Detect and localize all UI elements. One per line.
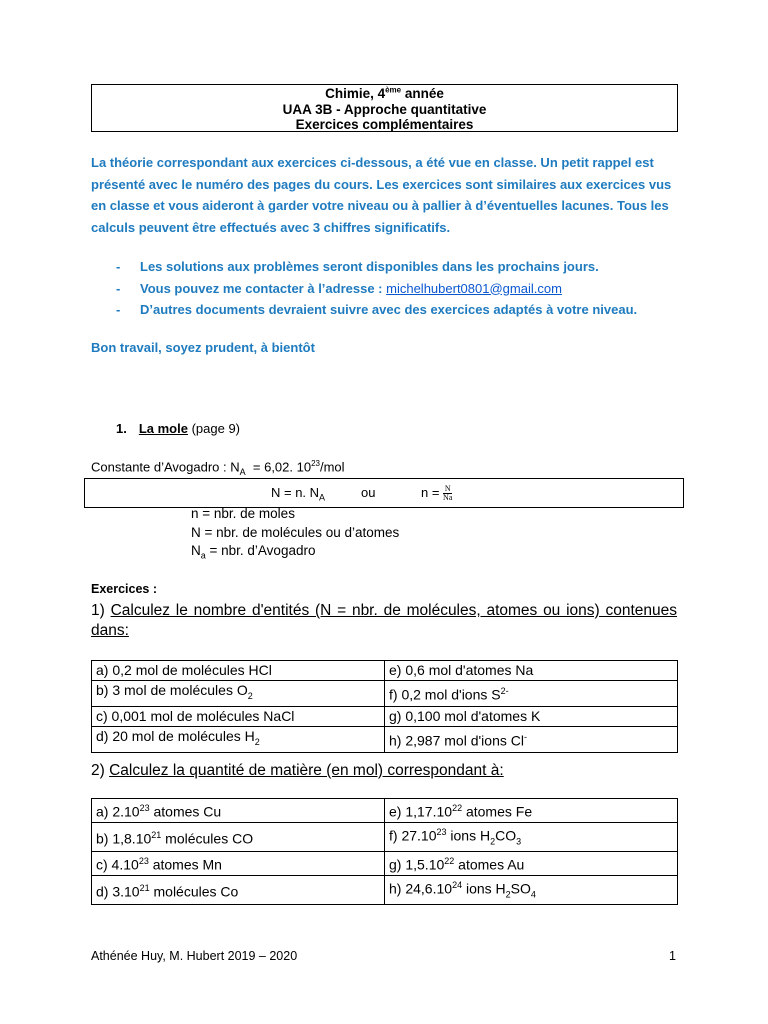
- table-row: [92, 681, 678, 707]
- table-row: [92, 661, 678, 681]
- bullet-dash: -: [116, 302, 121, 317]
- table-cell: a) 2.10$^{23}$ atomes Cu: [92, 799, 385, 823]
- title-line-course: Chimie, 4ème année: [325, 85, 444, 101]
- table-row: [92, 726, 678, 752]
- section-heading: 1. La mole (page 9): [116, 421, 241, 436]
- table-cell: c) 4.10$^{23}$ atomes Mn: [92, 852, 385, 876]
- question-1: 1) Calculez le nombre d'entités (N = nbr. de molécules, atomes ou ions) contenues dans:: [91, 602, 677, 639]
- table-cell: c) 0,001 mol de molécules NaCl: [92, 706, 385, 726]
- table-cell: f) 27.10$^{23}$ ions $H_2CO_3$: [385, 822, 678, 851]
- fraction: $\frac{N}{Na}$: [443, 484, 453, 503]
- table-row: [92, 822, 678, 851]
- bullet-dash: -: [116, 280, 121, 296]
- exercises-label: Exercices :: [91, 582, 158, 596]
- table-row: [92, 799, 678, 823]
- table-cell: g) 1,5.10$^{22}$ atomes Au: [385, 852, 678, 876]
- formula-or: ou: [361, 485, 376, 500]
- bullet-dash: -: [116, 259, 121, 274]
- question-2: 2) Calculez la quantité de matière (en mol) correspondant à:: [91, 762, 504, 779]
- table-cell: g) 0,100 mol d'atomes K: [385, 706, 678, 726]
- table-cell: b) 3 mol de molécules $O_2$: [92, 681, 385, 707]
- closing-line: Bon travail, soyez prudent, à bientôt: [91, 340, 315, 355]
- definition-item: n = nbr. de moles: [191, 506, 295, 521]
- table-cell: f) 0,2 mol d'ions $S^{2-}$: [385, 681, 678, 707]
- formula-main: N = n. $N_A$: [271, 485, 326, 503]
- table-cell: h) 2,987 mol d'ions Cl-: [385, 726, 678, 752]
- exercise-table-2: [91, 798, 678, 905]
- title-line-unit: UAA 3B - Approche quantitative: [282, 101, 487, 117]
- email-link[interactable]: michelhubert0801@gmail.com: [386, 280, 562, 296]
- table-cell: d) 3.10$^{21}$ molécules Co: [92, 875, 385, 904]
- table-cell: b) 1,8.10$^{21}$ molécules CO: [92, 822, 385, 851]
- definition-item: $N_a$ = nbr. d’Avogadro: [191, 543, 316, 561]
- bullet-list: [116, 256, 716, 321]
- intro-paragraph: La théorie correspondant aux exercices ci-dessous, a été vue en classe. Un petit rappel est présenté avec le numéro des pages du cours. Les exercices sont similaires aux exercices vus en classe et vous aideront à garder votre niveau ou à pallier à d’éventuelles lacunes. Tous les calculs peuvent être effectués avec 3 chiffres significatifs.: [91, 155, 672, 235]
- title-box: [91, 84, 678, 132]
- formula-box: [84, 478, 684, 508]
- table-cell: e) 0,6 mol d'atomes Na: [385, 661, 678, 681]
- definitions: [191, 505, 399, 565]
- exercise-table-1: [91, 660, 678, 753]
- table-cell: a) 0,2 mol de molécules HCl: [92, 661, 385, 681]
- bullet-item: - Vous pouvez me contacter à l’adresse : michelhubert0801@gmail.com: [116, 278, 716, 300]
- page-number: 1: [669, 949, 676, 963]
- table-row: [92, 875, 678, 904]
- avogadro-constant: Constante d’Avogadro : $N_A = 6,02$. $10^{23}$/mol: [91, 459, 345, 477]
- footer-credit: Athénée Huy, M. Hubert 2019 – 2020: [91, 949, 298, 963]
- title-line-subtitle: Exercices complémentaires: [295, 117, 474, 132]
- definition-item: N = nbr. de molécules ou d’atomes: [191, 524, 400, 540]
- formula-alt: n = $\frac{N}{Na}$: [421, 484, 453, 503]
- table-row: [92, 706, 678, 726]
- table-cell: e) 1,17.10$^{22}$ atomes Fe: [385, 799, 678, 823]
- table-cell: h) 24,6.10$^{24}$ ions $H_2SO_4$: [385, 875, 678, 904]
- bullet-item: - Les solutions aux problèmes seront disponibles dans les prochains jours.: [116, 256, 716, 278]
- bullet-item: - D’autres documents devraient suivre avec des exercices adaptés à votre niveau.: [116, 299, 716, 321]
- table-cell: d) 20 mol de molécules $H_2$: [92, 726, 385, 752]
- table-row: [92, 852, 678, 876]
